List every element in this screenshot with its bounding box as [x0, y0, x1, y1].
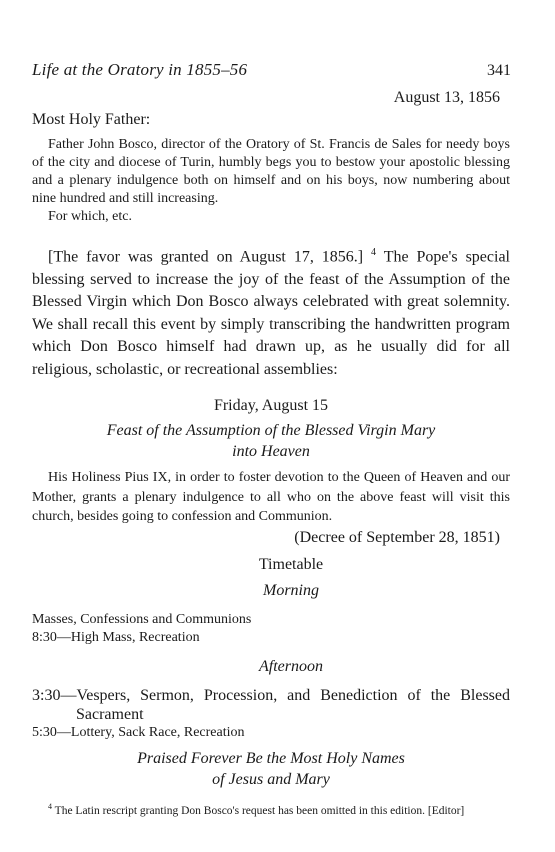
letter-date: August 13, 1856	[393, 89, 500, 106]
morning-item: Masses, Confessions and Communions	[32, 611, 252, 627]
morning-item: 8:30—High Mass, Recreation	[32, 629, 200, 645]
running-title: Life at the Oratory in 1855–56	[32, 60, 248, 79]
narrative-text-before-note: [The favor was granted on August 17, 1856.]	[48, 248, 372, 266]
narrative-text-after-note: The Pope's special blessing served to increase the joy of the feast of the Assumption of the Blessed Virgin which Don Bosco always celebrated with great solemnity. We shall recall this event by simply transcribing the handwritten program which Don Bosco himself had drawn up, as he usually did for all religious, scholastic, or recreational assemblies:	[32, 248, 510, 378]
footnote-reference: 4	[371, 247, 377, 258]
closing-praise-line-2: of Jesus and Mary	[212, 770, 330, 788]
footnote	[32, 799, 510, 819]
footnote-text: The Latin rescript granting Don Bosco's request has been omitted in this edition. [Editor]	[54, 804, 465, 817]
closing-praise-line-1: Praised Forever Be the Most Holy Names	[137, 749, 405, 767]
program-date-line: Friday, August 15	[213, 397, 329, 415]
afternoon-item: 5:30—Lottery, Sack Race, Recreation	[32, 724, 245, 740]
timetable-heading: Timetable	[258, 555, 324, 573]
letter-salutation: Most Holy Father:	[32, 111, 151, 128]
page-number: 341	[487, 62, 511, 79]
afternoon-heading: Afternoon	[259, 657, 323, 675]
afternoon-item: 3:30—Vespers, Sermon, Procession, and Benediction of the Blessed Sacrament	[32, 686, 510, 723]
letter-body: Father John Bosco, director of the Oratory of St. Francis de Sales for needy boys of the city and diocese of Turin, humbly begs you to bestow your apostolic blessing and a plenary indulgence both on himself and on his boys, now numbering about nine hundred and still increasing.	[32, 137, 510, 206]
narrative-paragraph	[32, 242, 510, 381]
running-header	[32, 60, 511, 80]
program-indulgence-text: His Holiness Pius IX, in order to foster devotion to the Queen of Heaven and our Mother, grants a plenary indulgence to all who on the above feast will visit this church, besides going to confession and Communion.	[32, 470, 510, 525]
program-feast-line-1: Feast of the Assumption of the Blessed Virgin Mary	[106, 422, 436, 440]
footnote-marker: 4	[48, 801, 52, 811]
program-decree: (Decree of September 28, 1851)	[294, 528, 500, 546]
morning-heading: Morning	[263, 581, 319, 599]
page-body	[32, 87, 510, 819]
letter-closing: For which, etc.	[48, 209, 132, 224]
program-feast-line-2: into Heaven	[232, 443, 310, 461]
